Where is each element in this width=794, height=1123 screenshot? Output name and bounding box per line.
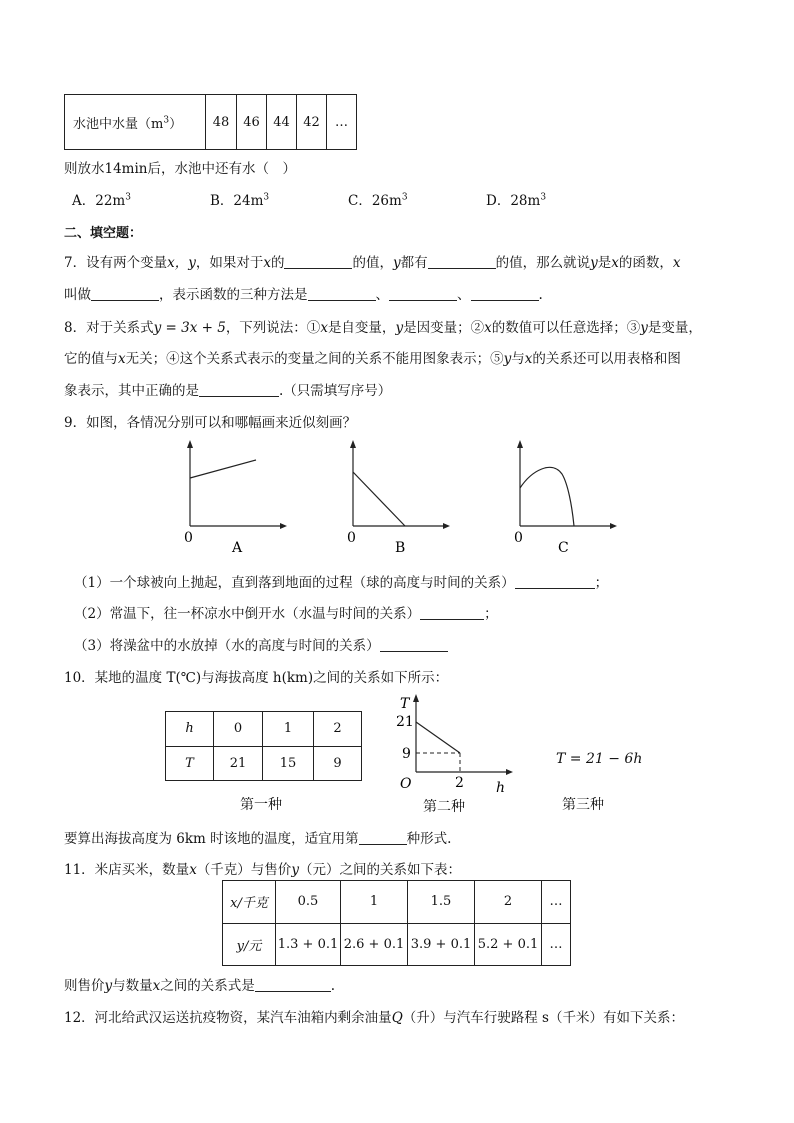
table-cell: 2.6 + 0.1 (341, 923, 408, 966)
origin-o: O (400, 776, 412, 792)
formula-third: T = 21 − 6h (556, 751, 643, 767)
q6-question: 则放水14min后，水池中还有水（ ） (64, 161, 296, 177)
water-table-label: 水池中水量$(m^3)$ (65, 95, 206, 150)
table-cell: 0.5 (276, 881, 341, 924)
answer-blank[interactable] (420, 605, 484, 620)
q9-question: 9．如图，各情况分别可以和哪幅画来近似刻画？ (64, 415, 357, 431)
graph-a (180, 440, 290, 560)
table-cell: y/元 (223, 923, 276, 966)
answer-blank[interactable] (308, 286, 376, 301)
graph-label: C (558, 540, 569, 556)
table-cell: 48 (206, 95, 237, 150)
table-cell: … (327, 95, 357, 150)
table-cell: 1 (341, 881, 408, 924)
q10-question: 10．某地的温度 T(℃)与海拔高度 h(km)之间的关系如下所示： (64, 670, 449, 686)
q8-line1: 8．对于关系式y = 3x + 5，下列说法：①x是自变量，y是因变量；②x的数值可以任意选择；③y是变量， (64, 320, 702, 336)
table-cell: 46 (237, 95, 267, 150)
answer-blank[interactable] (359, 830, 407, 845)
q11-answer: 则售价y与数量x之间的关系式是 . (64, 978, 336, 994)
answer-blank[interactable] (91, 286, 159, 301)
q8-line2: 它的值与x无关；④这个关系式表示的变量之间的关系不能用图象表示；⑤y与x的关系还可以用表格和图 (64, 351, 681, 367)
answer-blank[interactable] (471, 286, 539, 301)
option-d: D．$28m^3$ (486, 192, 547, 209)
q9-sub3: （3）将澡盆中的水放掉（水的高度与时间的关系） (74, 634, 448, 654)
q9-sub2: （2）常温下，往一杯凉水中倒开水（水温与时间的关系） ； (74, 606, 498, 622)
table-cell: 44 (267, 95, 297, 150)
answer-blank[interactable] (515, 574, 595, 589)
table-cell: 0 (214, 712, 263, 747)
table-cell: 15 (263, 746, 314, 781)
q12-question: 12．河北给武汉运送抗疫物资，某汽车油箱内剩余油量Q（升）与汽车行驶路程 s（千米）有如下关系： (64, 1010, 684, 1026)
table-cell: 9 (314, 746, 362, 781)
table-cell: 1.5 (408, 881, 475, 924)
table-cell: 42 (297, 95, 327, 150)
table-cell: x/千克 (223, 881, 276, 924)
option-b: B．$24m^3$ (210, 192, 270, 209)
answer-blank[interactable] (284, 254, 352, 269)
graph-origin: 0 (514, 530, 523, 546)
q7-line2: 叫做 ，表示函数的三种方法是 、 、 . (64, 287, 543, 303)
option-a: A．$22m^3$ (72, 192, 131, 209)
graph-label: A (232, 540, 243, 556)
answer-blank[interactable] (255, 977, 331, 992)
water-table (64, 94, 357, 150)
q8-line3: 象表示，其中正确的是 .（只需填写序号） (64, 383, 392, 399)
table-cell: 2 (475, 881, 542, 924)
caption-second: 第二种 (423, 799, 465, 815)
table-cell: 1 (263, 712, 314, 747)
answer-blank[interactable] (380, 637, 448, 652)
graph-origin: 0 (347, 530, 356, 546)
tick-9: 9 (402, 746, 411, 762)
axis-h-label: h (496, 780, 506, 795)
option-c: C．$26m^3$ (348, 192, 408, 209)
graph-origin: 0 (184, 530, 193, 546)
q11-question: 11．米店买米，数量x（千克）与售价y（元）之间的关系如下表： (64, 862, 461, 878)
caption-third: 第三种 (562, 797, 604, 813)
table-cell: … (542, 923, 571, 966)
q9-sub1: （1）一个球被向上抛起，直到落到地面的过程（球的高度与时间的关系） ； (74, 575, 609, 591)
table-cell: 1.3 + 0.1 (276, 923, 341, 966)
table-cell: T (166, 746, 214, 781)
axis-t-label: T (400, 696, 410, 712)
answer-blank[interactable] (428, 254, 496, 269)
q10-answer: 要算出海拔高度为 6km 时该地的温度，适宜用第 种形式. (64, 831, 452, 847)
tick-2: 2 (455, 775, 464, 791)
table-cell: 21 (214, 746, 263, 781)
rice-table (222, 880, 571, 966)
table-cell: 3.9 + 0.1 (408, 923, 475, 966)
table-cell: 5.2 + 0.1 (475, 923, 542, 966)
section-title: 二、填空题： (64, 226, 143, 241)
graph-c (512, 440, 622, 560)
graph-b (345, 440, 455, 560)
q7-line1: 7．设有两个变量x，y，如果对于x的 的值，y都有 的值，那么就说y是x的函数，x (64, 255, 681, 271)
table-cell: 2 (314, 712, 362, 747)
table-cell: h (166, 712, 214, 747)
tick-21: 21 (396, 714, 414, 730)
answer-blank[interactable] (199, 382, 279, 397)
graph-label: B (395, 540, 406, 556)
temperature-graph (390, 690, 520, 795)
caption-first: 第一种 (240, 797, 282, 813)
temperature-table (165, 711, 362, 781)
table-cell: … (542, 881, 571, 924)
answer-blank[interactable] (389, 286, 457, 301)
